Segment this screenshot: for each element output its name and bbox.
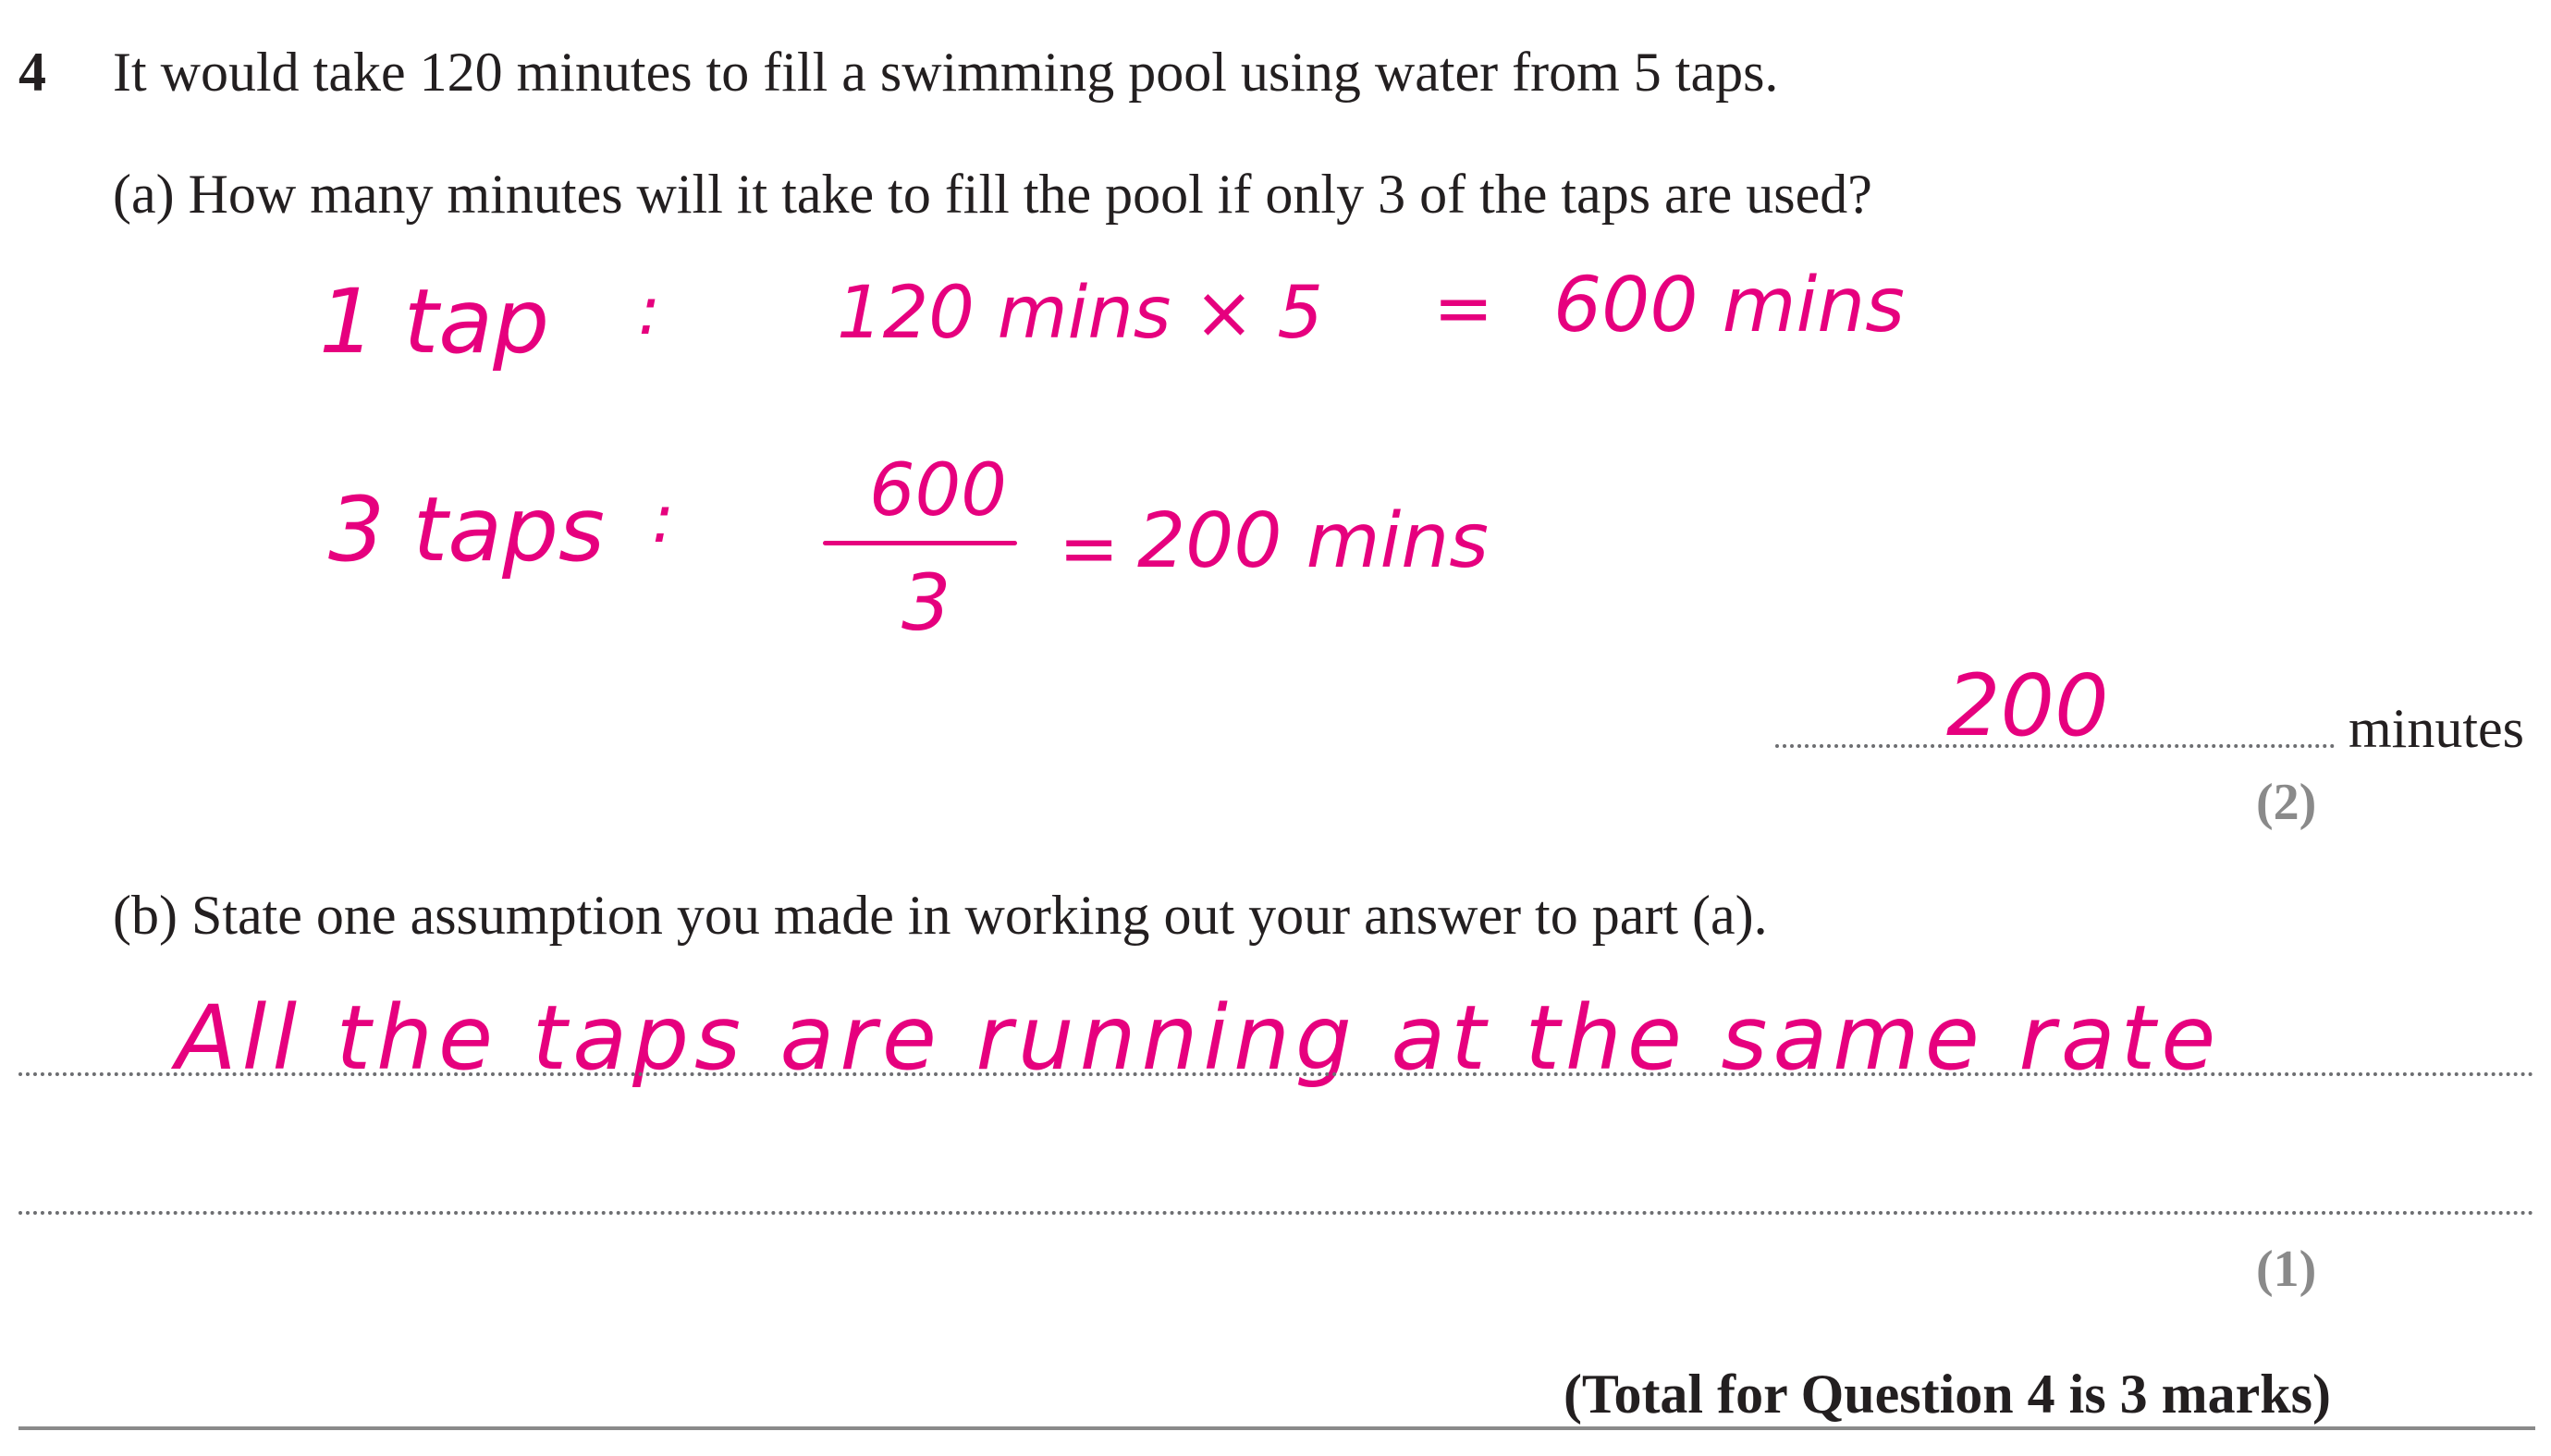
- part-a-answer[interactable]: 200: [1946, 656, 2109, 755]
- part-b-answer-line-1: [18, 1072, 2535, 1076]
- working-line1-result: 600 mins: [1553, 262, 1905, 349]
- question-stem: It would take 120 minutes to fill a swimming pool using water from 5 taps.: [113, 42, 1779, 103]
- working-line1-equals: =: [1433, 267, 1494, 350]
- part-a-answer-line: [1775, 744, 2335, 748]
- part-b-answer[interactable]: All the taps are running at the same rate: [176, 986, 2222, 1090]
- working-line1-label: 1 tap: [319, 270, 549, 373]
- part-b-answer-line-2: [18, 1211, 2535, 1215]
- working-fraction-bar: [823, 541, 1017, 545]
- part-b-prompt: (b) State one assumption you made in working out your answer to part (a).: [113, 885, 1768, 946]
- working-line1-colon: :: [638, 272, 661, 349]
- part-b-marks: (1): [2256, 1241, 2317, 1298]
- part-a-marks: (2): [2256, 774, 2317, 831]
- part-a-unit: minutes: [2349, 698, 2524, 759]
- question-number: 4: [18, 42, 46, 103]
- working-line2-equals: =: [1059, 508, 1120, 591]
- working-line2-label: 3 taps: [328, 478, 606, 581]
- working-fraction-numerator: 600: [869, 449, 1007, 532]
- working-line2-result: 200 mins: [1137, 497, 1489, 585]
- part-a-prompt: (a) How many minutes will it take to fill the pool if only 3 of the taps are used?: [113, 164, 1872, 225]
- working-line1-calc: 120 mins × 5: [837, 272, 1323, 355]
- working-fraction-denominator: 3: [901, 557, 951, 648]
- working-line2-colon: :: [652, 480, 675, 557]
- question-total: (Total for Question 4 is 3 marks): [1563, 1364, 2331, 1425]
- bottom-rule: [18, 1426, 2535, 1430]
